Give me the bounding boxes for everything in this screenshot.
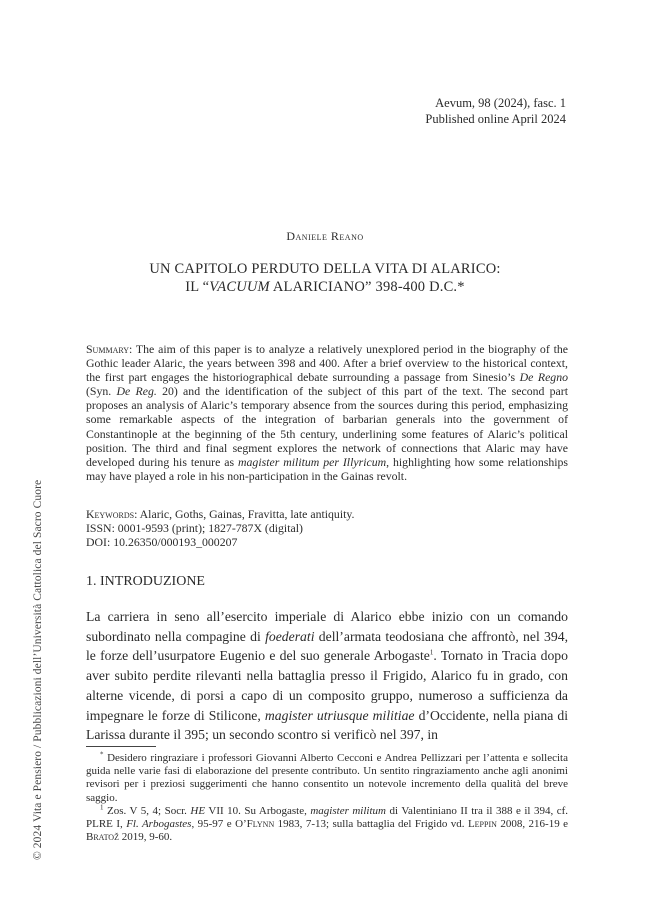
footnote-italic: magister militum	[310, 804, 386, 817]
body-paragraph	[86, 607, 568, 745]
abstract-italic: De Regno	[519, 370, 569, 385]
body-text: . Tornato in Tracia dopo aver subito perdite rilevanti nella battaglia presso il Frigido, Alarico fu in grado, con alterne vicende, di porsi a capo di un composito gruppo, numeroso a sufficienza da impegnare le forze di Stilicone,	[86, 648, 568, 723]
article-title	[0, 260, 650, 296]
title-text: ALARICIANO” 398-400 D.C.*	[269, 279, 465, 295]
footnotes	[86, 752, 568, 844]
author-ref: Leppin	[467, 818, 497, 831]
footnote-italic: HE	[190, 804, 206, 817]
footnote-star	[86, 752, 568, 805]
footnote-ref[interactable]: 1	[429, 648, 434, 657]
summary-label: Summary:	[86, 342, 133, 356]
body-text: La carriera in seno all’esercito imperiale di Alarico ebbe inizio con un comando subordinato nella compagine di	[86, 609, 568, 644]
journal-citation: Aevum, 98 (2024), fasc. 1	[435, 96, 566, 110]
footnote-text: , 95-97 e	[191, 818, 236, 831]
footnote-italic: Fl. Arbogastes	[126, 818, 192, 831]
author-ref: Bratož	[86, 831, 119, 844]
body-italic: magister utriusque militiae	[264, 707, 415, 723]
footnote-text: VII 10. Su Arbogaste,	[205, 804, 311, 817]
abstract-text: The aim of this paper is to analyze a relatively unexplored period in the biography of the Gothic leader Alaric, the years between 398 and 400. After a brief overview to the historical context, the first part engages the historiographical debate surrounding a passage from Sinesio’s	[86, 342, 568, 385]
footnote-text: di Valentiniano II tra il 388 e il 394, cf. PLRE I,	[86, 804, 568, 831]
title-text: IL “	[185, 279, 210, 295]
keywords	[86, 507, 354, 521]
issn: ISSN: 0001-9593 (print); 1827-787X (digital)	[86, 521, 303, 536]
body-italic: foederati	[265, 628, 315, 644]
title-line-2	[0, 278, 650, 296]
copyright-text: © 2024 Vita e Pensiero / Pubblicazioni dell’Università Cattolica del Sacro Cuore	[32, 479, 44, 860]
keywords-text: Alaric, Goths, Gainas, Fravitta, late antiquity.	[137, 507, 355, 521]
doi: DOI: 10.26350/000193_000207	[86, 535, 238, 550]
article-metadata	[86, 507, 354, 549]
footnote-mark: 1	[100, 803, 104, 812]
footnote-text: 2008, 216-19 e	[496, 818, 569, 831]
abstract-italic: magister militum per Illyricum	[238, 454, 387, 469]
footnote-mark: *	[100, 750, 104, 759]
abstract-text: , highlighting how some relationships may have played a role in his non-participation in the Gainas revolt.	[86, 454, 568, 483]
title-italic: VACUUM	[209, 279, 270, 295]
body-text: d’Occidente, nella piana di Larissa durante il 395; un secondo scontro si verificò nel 397, in	[86, 707, 568, 743]
keywords-label: Keywords:	[86, 507, 138, 521]
abstract	[86, 342, 568, 483]
publication-date: Published online April 2024	[425, 111, 566, 126]
abstract-text: (Syn.	[86, 384, 117, 399]
author-ref: O’Flynn	[235, 818, 275, 831]
journal-header	[425, 96, 566, 127]
footnote-text: Desidero ringraziare i professori Giovanni Alberto Cecconi e Andrea Pellizzari per l’attenta e sollecita guida nelle varie fasi di elaborazione del presente contributo. Un sentito ringraziamento anche agli anonimi revisori per i preziosi suggerimenti che hanno consentito un notevole incremento della qualità del breve saggio.	[86, 752, 568, 804]
footnote-1	[86, 805, 568, 845]
abstract-text: 20) and the identification of the subject of this part of the text. The second part proposes an analysis of Alaric’s temporary absence from the sources during this period, emphasizing some remarkable aspects of the integration of barbarian generals into the government of Constantinople at the beginning of the 5th century, underlining some features of Alaric’s political position. The third and final segment explores the network of connections that Alaric may have developed during his tenure as	[86, 384, 568, 469]
author-name: Daniele Reano	[286, 229, 364, 243]
abstract-italic: De Reg.	[116, 384, 157, 399]
title-line-1: UN CAPITOLO PERDUTO DELLA VITA DI ALARICO:	[149, 261, 501, 277]
footnote-divider	[86, 746, 156, 747]
body-text: dell’armata teodosiana che affrontò, nel 394, le forze dell’usurpatore Eugenio e del suo generale Arbogaste	[86, 628, 568, 664]
footnote-text: 2019, 9-60.	[118, 831, 173, 844]
section-heading: 1. INTRODUZIONE	[86, 574, 205, 589]
footnote-text: Zos. V 5, 4; Socr.	[103, 804, 191, 817]
footnote-text: 1983, 7-13; sulla battaglia del Frigido vd.	[274, 818, 468, 831]
